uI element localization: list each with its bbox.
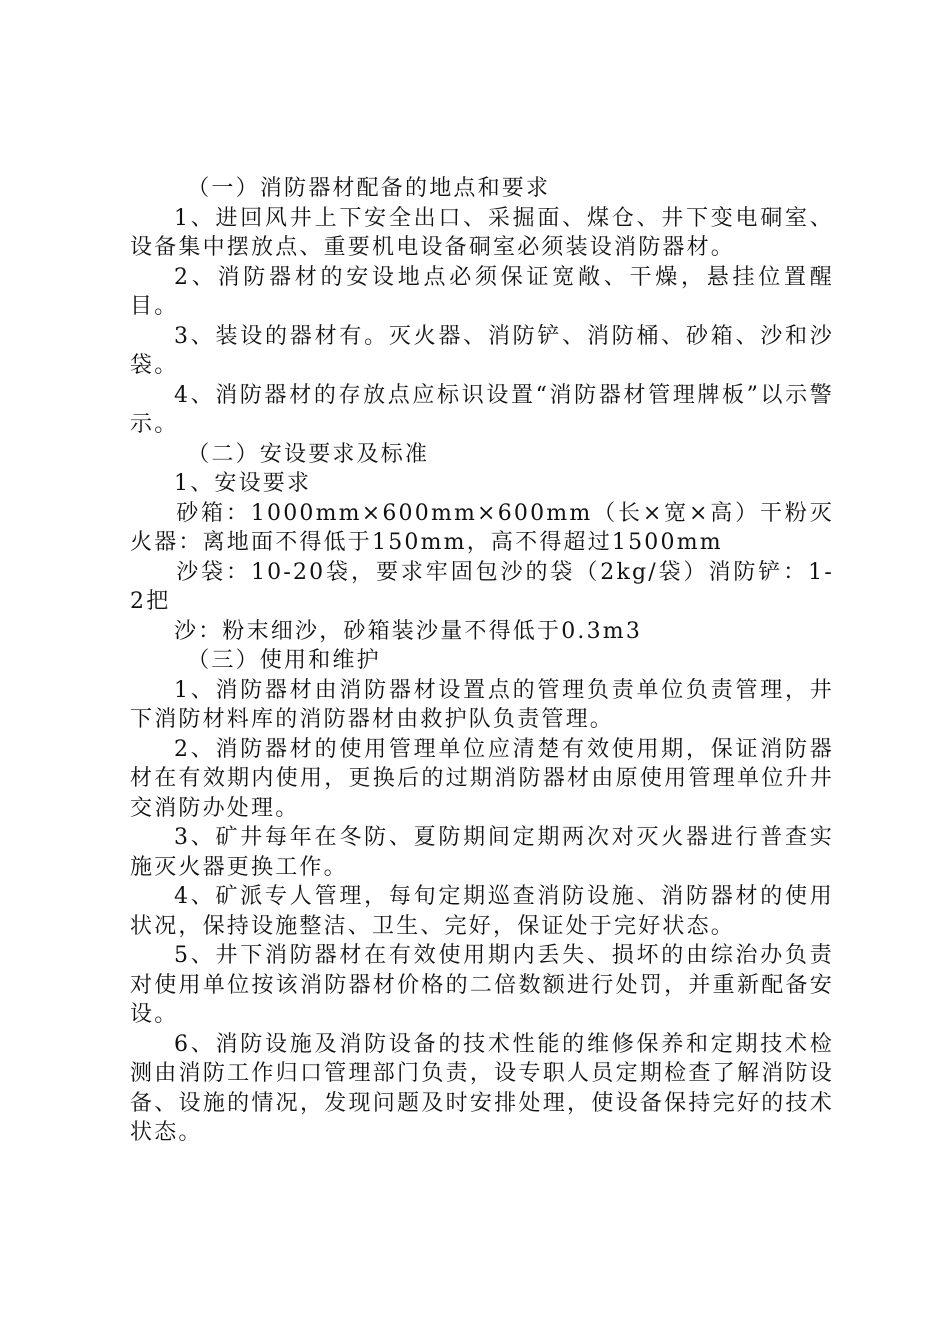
section-3-item-2: 2、消防器材的使用管理单位应清楚有效使用期，保证消防器材在有效期内使用，更换后的过期消防器材由原使用管理单位升井交消防办处理。	[130, 736, 834, 821]
section-2-subtitle: 1、安设要求	[174, 471, 312, 496]
section-3-title: （三）使用和维护	[187, 648, 381, 673]
section-3-item-3: 3、矿井每年在冬防、夏防期间定期两次对灭火器进行普查实施灭火器更换工作。	[130, 825, 834, 880]
section-1-item-2: 2、消防器材的安设地点必须保证宽敞、干燥，悬挂位置醒目。	[130, 264, 834, 319]
document-body	[130, 174, 834, 1148]
section-3-item-1: 1、消防器材由消防器材设置点的管理负责单位负责管理，井下消防材料库的消防器材由救护队负责管理。	[130, 677, 834, 732]
section-3-item-6: 6、消防设施及消防设备的技术性能的维修保养和定期技术检测由消防工作归口管理部门负责，设专职人员定期检查了解消防设备、设施的情况，发现问题及时安排处理，使设备保持完好的技术状态。	[130, 1031, 834, 1145]
section-1-title: （一）消防器材配备的地点和要求	[187, 176, 551, 201]
section-1-item-3: 3、装设的器材有。灭火器、消防铲、消防桶、砂箱、沙和沙袋。	[130, 323, 834, 378]
section-3-item-5: 5、井下消防器材在有效使用期内丢失、损坏的由综治办负责对使用单位按该消防器材价格的二倍数额进行处罚，并重新配备安设。	[130, 943, 834, 1027]
section-2-sandbox-spec: 砂箱：1000mm×600mm×600mm（长×宽×高）干粉灭火器：离地面不得低于150mm，高不得超过1500mm	[130, 500, 834, 555]
section-1-item-1: 1、进回风井上下安全出口、采掘面、煤仓、井下变电硐室、设备集中摆放点、重要机电设备硐室必须装设消防器材。	[130, 205, 834, 260]
section-2-sandbag-spec: 沙袋：10-20袋，要求牢固包沙的袋（2kg/袋）消防铲：1-2把	[130, 559, 834, 614]
section-2-sand-spec: 沙：粉末细沙，砂箱装沙量不得低于0.3m3	[174, 618, 643, 644]
section-1-item-4: 4、消防器材的存放点应标识设置“消防器材管理牌板”以示警示。	[130, 382, 834, 437]
section-3-item-4: 4、矿派专人管理，每旬定期巡查消防设施、消防器材的使用状况，保持设施整洁、卫生、完好，保证处于完好状态。	[130, 884, 834, 939]
section-2-title: （二）安设要求及标准	[187, 441, 430, 467]
